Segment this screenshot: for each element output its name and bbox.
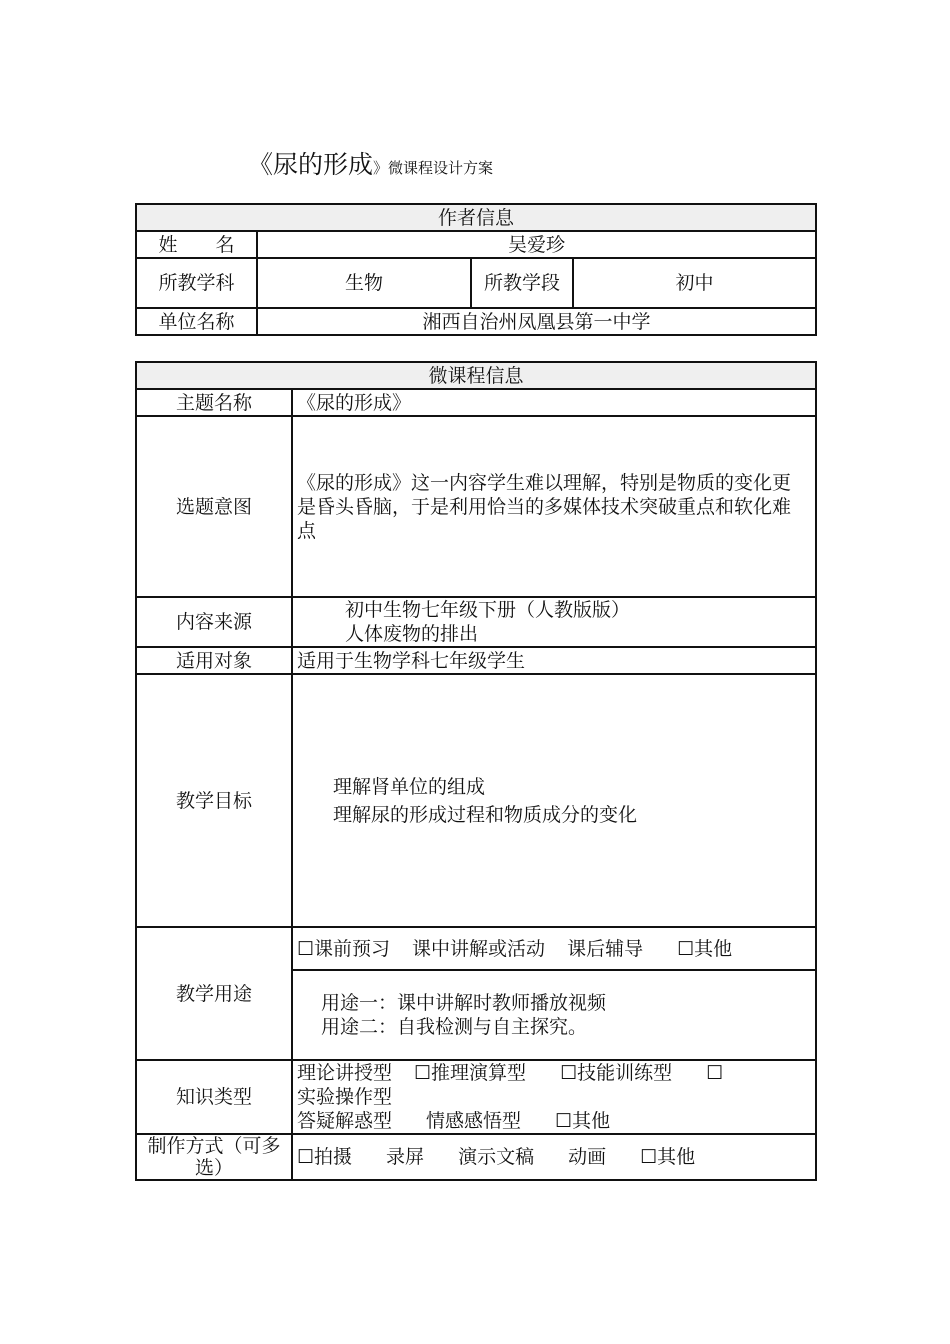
use-options <box>292 927 816 970</box>
audience-label: 适用对象 <box>136 647 292 674</box>
unit-label: 单位名称 <box>136 308 257 335</box>
intent-label: 选题意图 <box>136 416 292 597</box>
unit-value: 湘西自治州凤凰县第一中学 <box>257 308 816 335</box>
document-title <box>248 145 493 181</box>
subject-label: 所教学科 <box>136 258 257 308</box>
goal-label: 教学目标 <box>136 674 292 927</box>
course-info-table <box>135 361 817 1181</box>
knowledge-option-reasoning[interactable]: ☐推理演算型 <box>414 1062 527 1084</box>
knowledge-option-theory[interactable]: 理论讲授型 <box>297 1062 393 1084</box>
course-info-header: 微课程信息 <box>136 362 816 389</box>
subject-value: 生物 <box>257 258 471 308</box>
method-option-other[interactable]: ☐其他 <box>640 1146 696 1168</box>
knowledge-option-checkbox[interactable]: ☐ <box>706 1062 724 1084</box>
source-line: 人体废物的排出 <box>345 623 479 645</box>
method-option-slides[interactable]: 演示文稿 <box>458 1146 535 1168</box>
use-line: 用途二：自我检测与自主探究。 <box>321 1016 588 1038</box>
use-label: 教学用途 <box>136 927 292 1060</box>
stage-value: 初中 <box>573 258 816 308</box>
topic-value: 《尿的形成》 <box>292 389 816 416</box>
knowledge-option-emotion[interactable]: 情感感悟型 <box>426 1110 522 1132</box>
knowledge-option-other[interactable]: ☐其他 <box>555 1110 611 1132</box>
source-value <box>292 597 816 647</box>
knowledge-option-qa[interactable]: 答疑解惑型 <box>297 1110 393 1132</box>
topic-label: 主题名称 <box>136 389 292 416</box>
source-label: 内容来源 <box>136 597 292 647</box>
audience-value: 适用于生物学科七年级学生 <box>292 647 816 674</box>
goal-line: 理解尿的形成过程和物质成分的变化 <box>333 803 638 826</box>
author-info-table <box>135 203 817 336</box>
intent-value: 《尿的形成》这一内容学生难以理解，特别是物质的变化更是昏头昏脑，于是利用恰当的多媒体技术突破重点和软化难点 <box>292 416 816 597</box>
author-info-header: 作者信息 <box>136 204 816 231</box>
knowledge-option-experiment[interactable]: 实验操作型 <box>297 1086 393 1108</box>
method-options <box>292 1134 816 1180</box>
source-line: 初中生物七年级下册（人教版版） <box>345 599 631 621</box>
use-option-class[interactable]: 课中讲解或活动 <box>412 937 546 960</box>
use-line: 用途一：课中讲解时教师播放视频 <box>321 992 607 1014</box>
use-description <box>292 970 816 1060</box>
knowledge-options <box>292 1060 816 1134</box>
use-option-other[interactable]: ☐其他 <box>677 937 733 960</box>
knowledge-label: 知识类型 <box>136 1060 292 1134</box>
method-option-animation[interactable]: 动画 <box>568 1146 607 1168</box>
knowledge-option-skill[interactable]: ☐技能训练型 <box>560 1062 673 1084</box>
title-suffix: 》微课程设计方案 <box>373 159 494 177</box>
use-option-preview[interactable]: ☐课前预习 <box>297 937 391 960</box>
goal-line: 理解肾单位的组成 <box>333 775 486 798</box>
use-option-tutoring[interactable]: 课后辅导 <box>567 937 644 960</box>
goal-value <box>292 674 816 927</box>
method-option-record[interactable]: 录屏 <box>386 1146 425 1168</box>
name-label: 姓 名 <box>136 231 257 258</box>
stage-label: 所教学段 <box>471 258 573 308</box>
method-option-shoot[interactable]: ☐拍摄 <box>297 1146 353 1168</box>
method-label: 制作方式（可多选） <box>136 1134 292 1180</box>
title-main: 《尿的形成 <box>248 150 374 179</box>
name-value: 吴爱珍 <box>257 231 816 258</box>
